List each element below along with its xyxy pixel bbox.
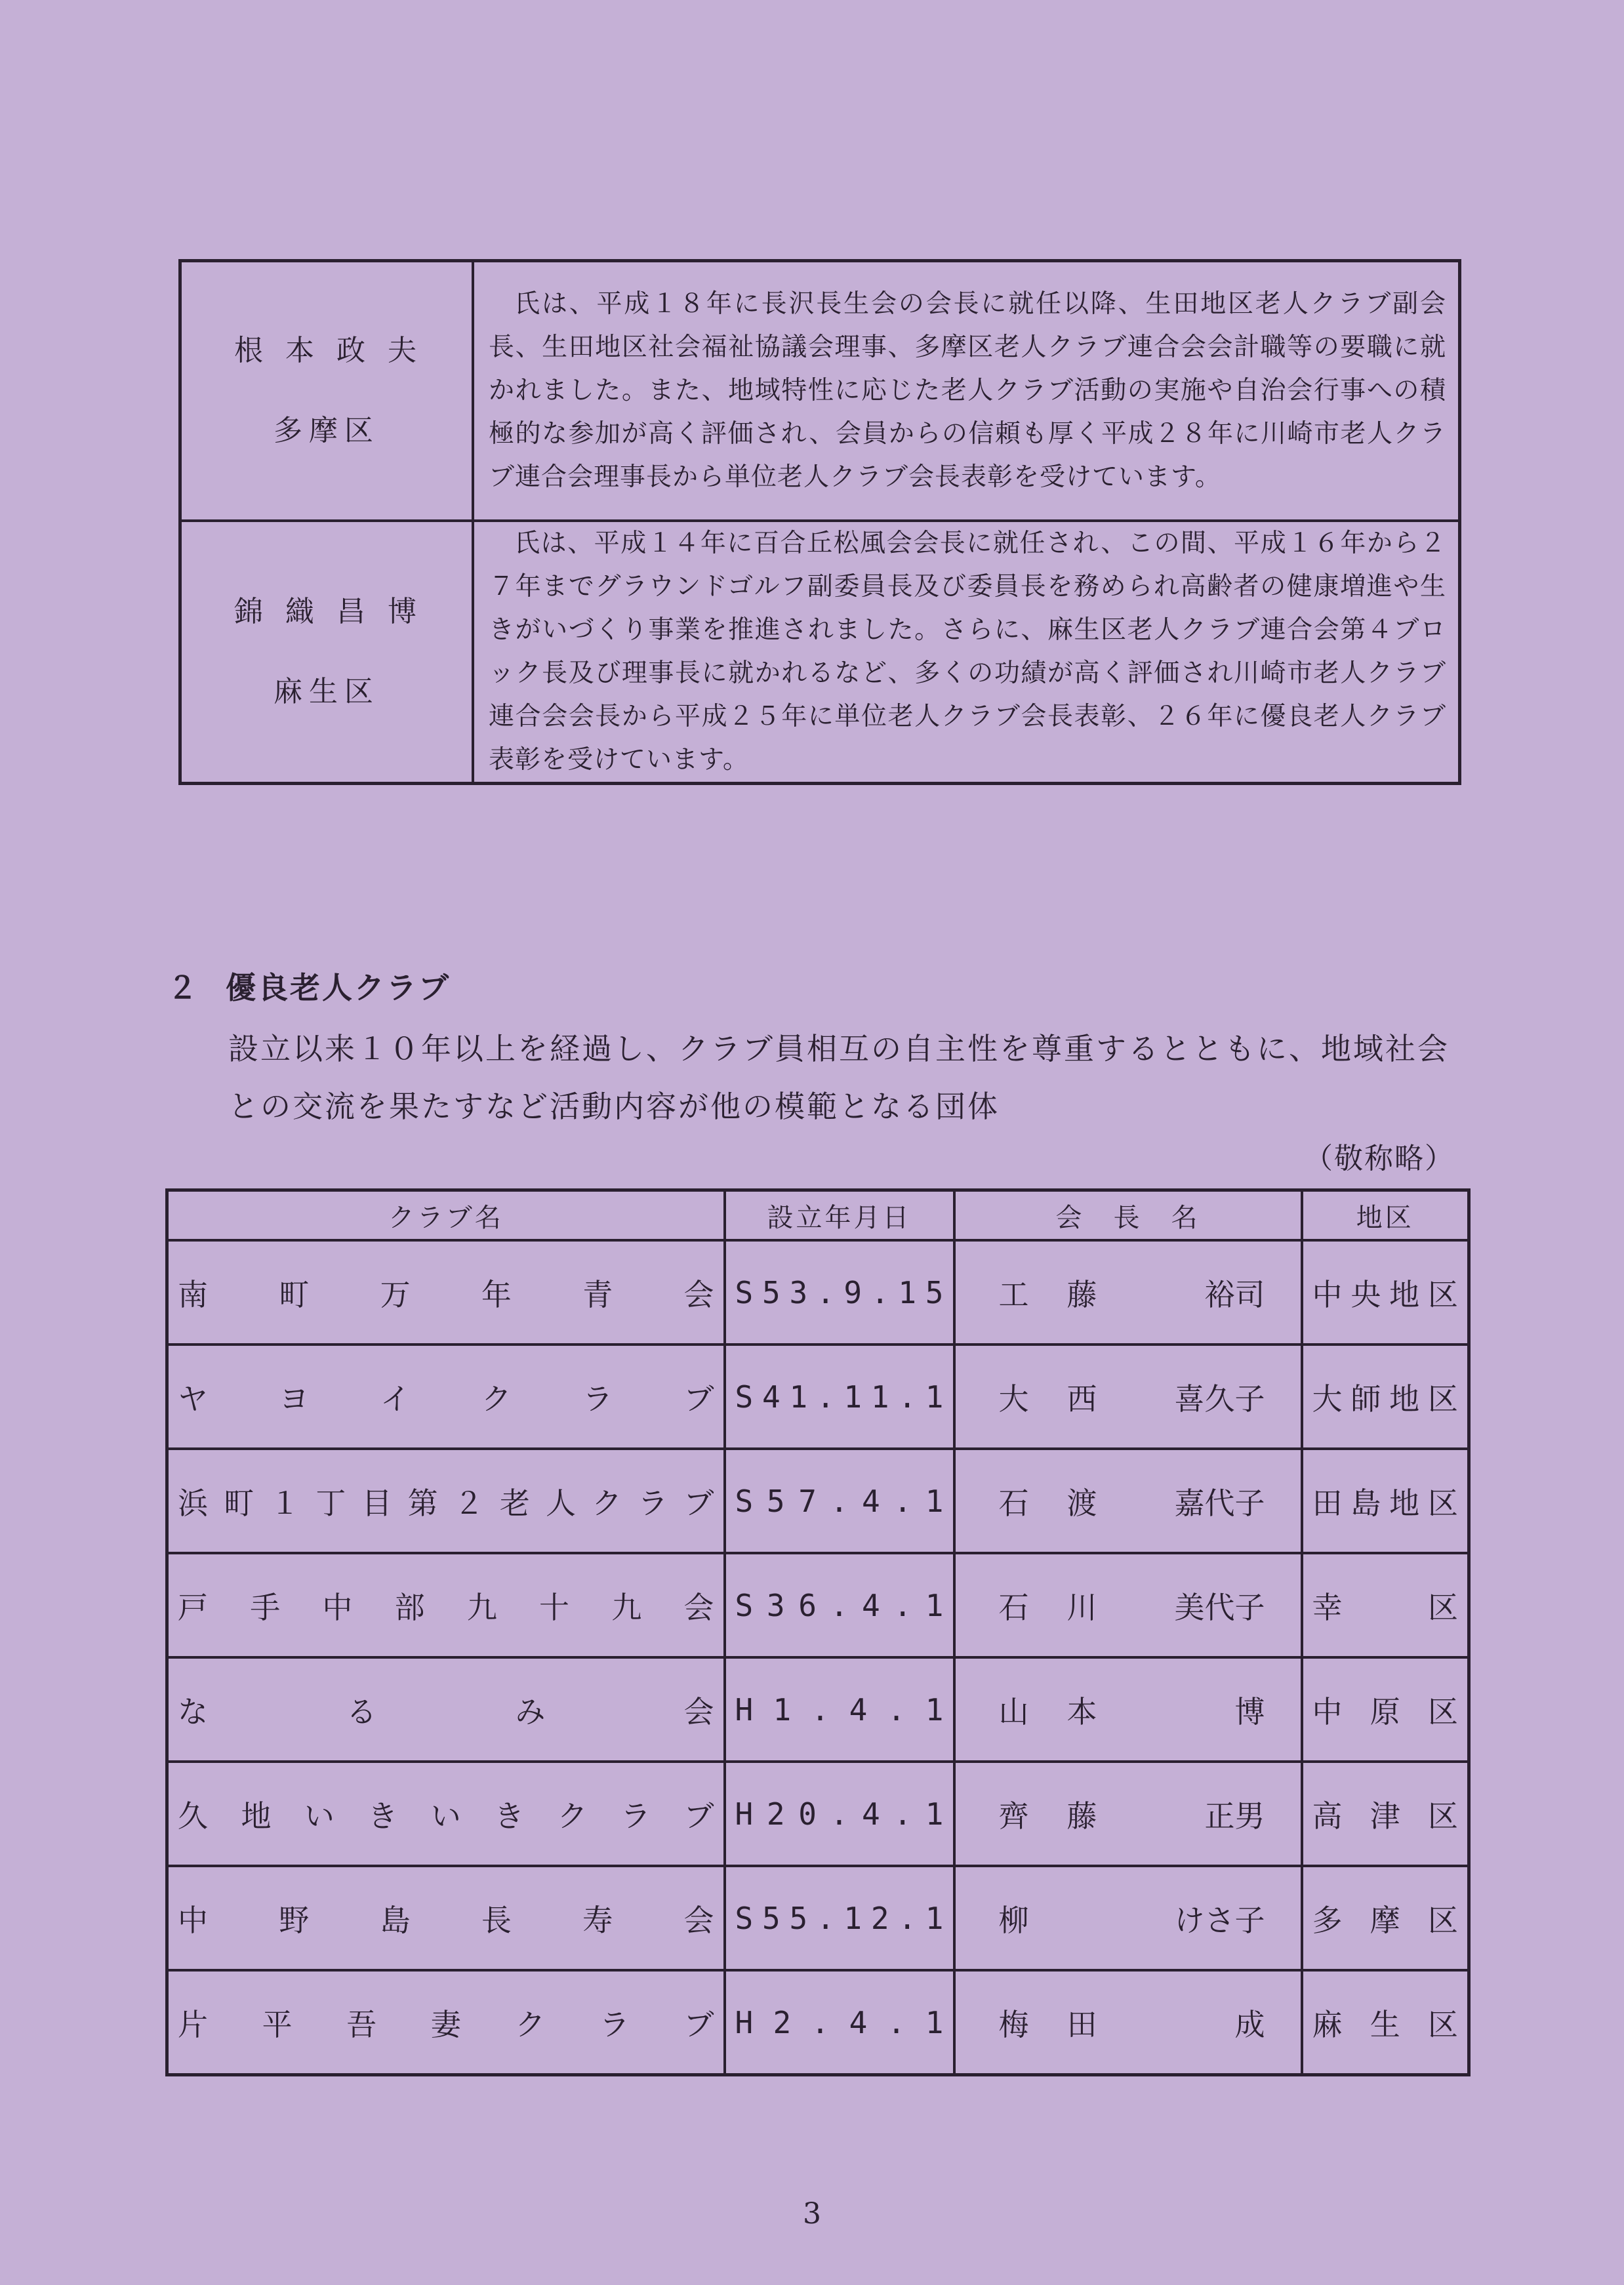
table-row [167, 1866, 1469, 1970]
clubs-table-body [167, 1240, 1469, 2075]
president-cell [954, 1240, 1302, 1345]
president-given-name: 美代子 [1174, 1589, 1265, 1625]
header-district: 地区 [1302, 1190, 1469, 1241]
header-club-name: クラブ名 [167, 1190, 725, 1241]
president-surname: 柳 [998, 1902, 1067, 1938]
section-heading [167, 964, 451, 1007]
table-row [167, 1970, 1469, 2075]
awardee-district: 麻生区 [274, 675, 380, 708]
award-row [180, 521, 1460, 784]
founded-date: S 3 6 . 4 . 1 [735, 1587, 944, 1623]
president-name [965, 1375, 1291, 1419]
table-row [167, 1449, 1469, 1553]
district-cell [1302, 1345, 1469, 1449]
district-cell [1302, 1553, 1469, 1657]
page-number: 3 [803, 2197, 821, 2231]
president-given-name: 正男 [1204, 1798, 1265, 1834]
table-row [167, 1657, 1469, 1762]
founded-date: S 5 5 . 1 2 . 1 [735, 1900, 944, 1936]
club-name: 久 地 い き い き ク ラ ブ [178, 1798, 714, 1834]
clubs-header-row [167, 1190, 1469, 1241]
president-name [965, 1271, 1291, 1314]
club-name: 中 野 島 長 寿 会 [178, 1902, 714, 1938]
founded-date: H 1 . 4 . 1 [735, 1691, 944, 1728]
district-cell [1302, 1866, 1469, 1970]
president-cell [954, 1449, 1302, 1553]
president-name [965, 1688, 1291, 1731]
president-name [965, 2001, 1291, 2044]
president-name [965, 1792, 1291, 1836]
founded-date-cell [725, 1866, 954, 1970]
founded-date-cell [725, 1970, 954, 2075]
president-surname: 石川 [998, 1589, 1135, 1625]
president-cell [954, 1345, 1302, 1449]
award-description: 氏は、平成１４年に百合丘松風会会長に就任され、この間、平成１６年から２７年までグラウンドゴルフ副委員長及び委員長を務められ高齢者の健康増進や生きがいづくり事業を推進されました。さらに、麻生区老人クラブ連合会第４ブロック長及び理事長に就かれるなど、多くの功績が高く評価され川崎市老人クラブ連合会会長から平成２５年に単位老人クラブ会長表彰、２６年に優良老人クラブ表彰を受けています。 [473, 521, 1460, 784]
awardee-cell [180, 261, 474, 521]
president-surname: 工藤 [998, 1276, 1135, 1312]
president-name [965, 1897, 1291, 1940]
club-name-cell [167, 1345, 725, 1449]
president-cell [954, 1657, 1302, 1762]
club-name: 片 平 吾 妻 ク ラ ブ [178, 2006, 714, 2042]
founded-date-cell [725, 1553, 954, 1657]
founded-date: H 2 0 . 4 . 1 [735, 1796, 944, 1832]
club-name-cell [167, 1866, 725, 1970]
district-name: 高 津 区 [1312, 1798, 1458, 1834]
club-name-cell [167, 1240, 725, 1345]
president-given-name: 博 [1234, 1693, 1265, 1729]
district-name: 多 摩 区 [1312, 1902, 1458, 1938]
club-name-cell [167, 1449, 725, 1553]
president-surname: 梅田 [998, 2006, 1135, 2042]
awardee-district: 多摩区 [274, 414, 380, 447]
table-row [167, 1553, 1469, 1657]
president-cell [954, 1553, 1302, 1657]
founded-date: S 5 7 . 4 . 1 [735, 1483, 944, 1519]
president-surname: 齊藤 [998, 1798, 1135, 1834]
president-name [965, 1480, 1291, 1523]
club-name: 南 町 万 年 青 会 [178, 1276, 714, 1312]
president-name [965, 1584, 1291, 1627]
president-given-name: 成 [1234, 2006, 1265, 2042]
header-president: 会 長 名 [954, 1190, 1302, 1241]
president-given-name: 喜久子 [1174, 1381, 1265, 1417]
founded-date-cell [725, 1240, 954, 1345]
table-row [167, 1240, 1469, 1345]
table-row [167, 1345, 1469, 1449]
president-surname: 石渡 [998, 1485, 1135, 1521]
president-cell [954, 1970, 1302, 2075]
founded-date-cell [725, 1449, 954, 1553]
club-name: な る み 会 [178, 1693, 714, 1729]
awardee-name: 根本政夫 [234, 334, 439, 367]
club-name: ヤ ヨ イ ク ラ ブ [178, 1381, 714, 1417]
president-given-name: けさ子 [1174, 1902, 1265, 1938]
clubs-table [165, 1188, 1471, 2076]
president-cell [954, 1866, 1302, 1970]
awardee-cell [180, 521, 474, 784]
president-given-name: 裕司 [1204, 1276, 1265, 1312]
award-row [180, 261, 1460, 521]
district-name: 田 島 地 区 [1312, 1485, 1458, 1521]
club-name-cell [167, 1970, 725, 2075]
district-name: 幸 区 [1312, 1589, 1458, 1625]
section-title: 優良老人クラブ [226, 970, 451, 1005]
founded-date-cell [725, 1762, 954, 1866]
club-name-cell [167, 1657, 725, 1762]
district-name: 中 原 区 [1312, 1693, 1458, 1729]
awardee-name: 錦織昌博 [234, 595, 439, 628]
founded-date: S 5 3 . 9 . 1 5 [735, 1274, 944, 1310]
district-cell [1302, 1449, 1469, 1553]
district-cell [1302, 1240, 1469, 1345]
president-surname: 大西 [998, 1381, 1135, 1417]
president-given-name: 嘉代子 [1174, 1485, 1265, 1521]
president-surname: 山本 [998, 1693, 1135, 1729]
table-row [167, 1762, 1469, 1866]
section-description: 設立以来１０年以上を経過し、クラブ員相互の自主性を尊重するとともに、地域社会との交流を果たすなど活動内容が他の模範となる団体 [228, 1031, 1450, 1124]
award-table [178, 259, 1461, 785]
district-cell [1302, 1970, 1469, 2075]
founded-date: S 4 1 . 1 1 . 1 [735, 1379, 944, 1415]
honorific-note: （敬称略） [1304, 1142, 1455, 1175]
district-name: 中 央 地 区 [1312, 1276, 1458, 1312]
section-number: ２ [167, 970, 199, 1005]
district-cell [1302, 1762, 1469, 1866]
founded-date-cell [725, 1345, 954, 1449]
district-name: 大 師 地 区 [1312, 1381, 1458, 1417]
founded-date: H 2 . 4 . 1 [735, 2004, 944, 2040]
club-name: 浜 町 １ 丁 目 第 ２ 老 人 ク ラ ブ [178, 1485, 714, 1521]
club-name-cell [167, 1762, 725, 1866]
award-description: 氏は、平成１８年に長沢長生会の会長に就任以降、生田地区老人クラブ副会長、生田地区社会福祉協議会理事、多摩区老人クラブ連合会会計職等の要職に就かれました。また、地域特性に応じた老人クラブ活動の実施や自治会行事への積極的な参加が高く評価され、会員からの信頼も厚く平成２８年に川崎市老人クラブ連合会理事長から単位老人クラブ会長表彰を受けています。 [473, 261, 1460, 521]
president-cell [954, 1762, 1302, 1866]
founded-date-cell [725, 1657, 954, 1762]
district-cell [1302, 1657, 1469, 1762]
club-name-cell [167, 1553, 725, 1657]
header-founded-date: 設立年月日 [725, 1190, 954, 1241]
club-name: 戸 手 中 部 九 十 九 会 [178, 1589, 714, 1625]
district-name: 麻 生 区 [1312, 2006, 1458, 2042]
